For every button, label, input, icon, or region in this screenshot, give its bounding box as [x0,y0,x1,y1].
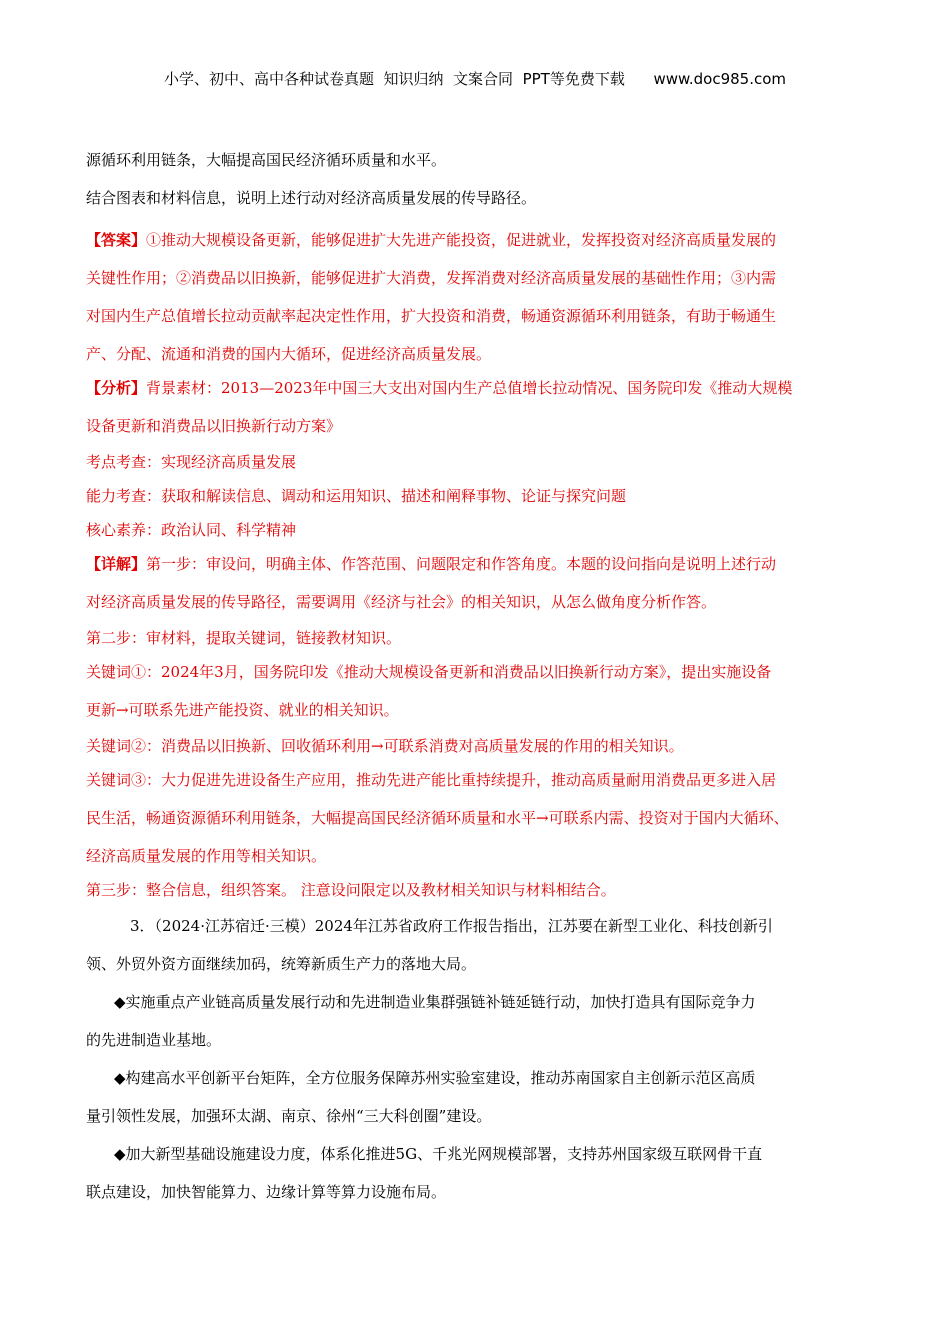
answer-line-1: 【答案】①推动大规模设备更新，能够促进扩大先进产能投资，促进就业，发挥投资对经济高质量发展的 [86,231,777,249]
answer-line-4: 产、分配、流通和消费的国内大循环，促进经济高质量发展。 [86,345,492,363]
core-literacy: 核心素养：政治认同、科学精神 [86,521,297,539]
bullet-2-line-2: 量引领性发展，加强环太湖、南京、徐州“三大科创圈”建设。 [86,1107,492,1125]
analysis-line-2: 设备更新和消费品以旧换新行动方案》 [86,417,342,435]
text-line-1: 源循环利用链条，大幅提高国民经济循环质量和水平。 [86,151,447,169]
analysis-tag: 【分析】 [86,379,147,397]
keyword-3-line-3: 经济高质量发展的作用等相关知识。 [86,847,327,865]
bullet-2-line-1: ◆构建高水平创新平台矩阵，全方位服务保障苏州实验室建设，推动苏南国家自主创新示范区高质 [114,1069,756,1087]
keyword-3-line-1: 关键词③：大力促进先进设备生产应用，推动先进产能比重持续提升，推动高质量耐用消费品更多进入居 [86,771,777,789]
answer-tag: 【答案】 [86,231,147,249]
detail-line-1: 【详解】第一步：审设问，明确主体、作答范围、问题限定和作答角度。本题的设问指向是说明上述行动 [86,555,777,573]
bullet-1-line-1: ◆实施重点产业链高质量发展行动和先进制造业集群强链补链延链行动，加快打造具有国际竞争力 [114,993,756,1011]
bullet-3-line-2: 联点建设，加快智能算力、边缘计算等算力设施布局。 [86,1183,447,1201]
step-two: 第二步：审材料，提取关键词，链接教材知识。 [86,629,402,647]
bullet-3-line-1: ◆加大新型基础设施建设力度，体系化推进5G、千兆光网规模部署，支持苏州国家级互联网骨干直 [114,1145,763,1163]
bullet-1-line-2: 的先进制造业基地。 [86,1031,222,1049]
step-three: 第三步：整合信息，组织答案。 注意设问限定以及教材相关知识与材料相结合。 [86,881,616,899]
exam-point: 考点考查：实现经济高质量发展 [86,453,297,471]
keyword-3-line-2: 民生活，畅通资源循环利用链条，大幅提高国民经济循环质量和水平→可联系内需、投资对于国内大循环、 [86,809,789,827]
page-header: 小学、初中、高中各种试卷真题 知识归纳 文案合同 PPT等免费下载 www.doc985.com [163,70,787,88]
question-3-line-1: 3．（2024·江苏宿迁·三模）2024年江苏省政府工作报告指出，江苏要在新型工业化、科技创新引 [130,917,773,935]
keyword-1-line-1: 关键词①：2024年3月，国务院印发《推动大规模设备更新和消费品以旧换新行动方案》，提出实施设备 [86,663,772,681]
answer-line-2: 关键性作用；②消费品以旧换新，能够促进扩大消费，发挥消费对经济高质量发展的基础性作用；③内需 [86,269,777,287]
detail-line-2: 对经济高质量发展的传导路径，需要调用《经济与社会》的相关知识，从怎么做角度分析作答。 [86,593,717,611]
keyword-1-line-2: 更新→可联系先进产能投资、就业的相关知识。 [86,701,399,719]
analysis-line-1: 【分析】背景素材：2013—2023年中国三大支出对国内生产总值增长拉动情况、国务院印发《推动大规模 [86,379,793,397]
keyword-2: 关键词②：消费品以旧换新、回收循环利用→可联系消费对高质量发展的作用的相关知识。 [86,737,684,755]
question-3-line-2: 领、外贸外资方面继续加码，统筹新质生产力的落地大局。 [86,955,477,973]
ability-check: 能力考查：获取和解读信息、调动和运用知识、描述和阐释事物、论证与探究问题 [86,487,627,505]
question-prompt: 结合图表和材料信息，说明上述行动对经济高质量发展的传导路径。 [86,189,537,207]
answer-line-3: 对国内生产总值增长拉动贡献率起决定性作用，扩大投资和消费，畅通资源循环利用链条，有助于畅通生 [86,307,777,325]
detail-tag: 【详解】 [86,555,147,573]
